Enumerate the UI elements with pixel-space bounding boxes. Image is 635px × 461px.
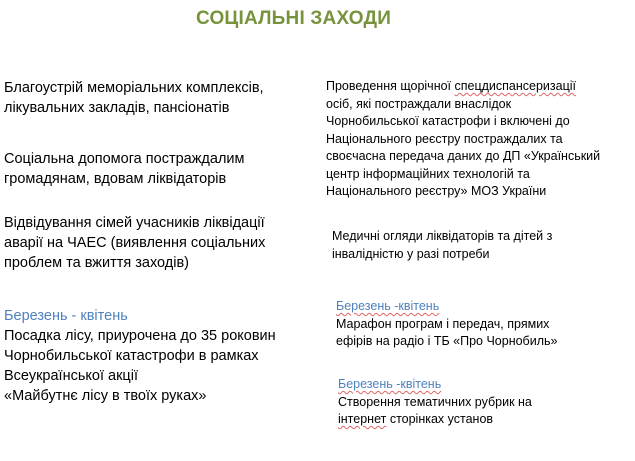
text-line: аварії на ЧАЕС (виявлення соціальних	[4, 235, 266, 251]
text-line: Чорнобильської катастрофи в рамках	[4, 348, 259, 364]
text-line: Посадка лісу, приурочена до 35 роковин	[4, 328, 276, 344]
text-line	[338, 411, 532, 429]
text-line: лікувальних закладів, пансіонатів	[4, 100, 230, 116]
right-block-medical-checkups	[332, 228, 552, 263]
text-line: громадянам, вдовам ліквідаторів	[4, 171, 227, 187]
date-label: Березень - квітень	[4, 308, 128, 324]
left-block-improvement	[4, 78, 264, 118]
text-part-spellcheck: інтернет	[338, 412, 387, 426]
text-part: Проведення щорічної	[326, 79, 455, 93]
right-block-medical-exam	[326, 78, 600, 201]
text-line: Благоустрій меморіальних комплексів,	[4, 80, 264, 96]
text-line: Створення тематичних рубрик на	[338, 394, 532, 409]
text-line: Чорнобильської катастрофи і включені до	[326, 114, 570, 128]
text-line: Національного реєстру» МОЗ України	[326, 184, 547, 198]
text-line: Соціальна допомога постраждалим	[4, 151, 245, 167]
text-line: «Майбутнє лісу в твоїх руках»	[4, 388, 207, 404]
text-line: Всеукраїнської акції	[4, 368, 138, 384]
text-line: осіб, які постраждали внаслідок	[326, 96, 512, 111]
right-block-rubrics	[338, 376, 532, 429]
left-block-tree-planting	[4, 306, 276, 406]
text-line: проблем та вжиття заходів)	[4, 255, 189, 271]
page-title: СОЦІАЛЬНІ ЗАХОДИ	[196, 8, 392, 29]
text-line: Відвідування сімей учасників ліквідації	[4, 215, 265, 231]
right-block-marathon	[336, 298, 557, 351]
text-line	[326, 78, 600, 96]
text-part-spellcheck: спецдиспансеризації	[454, 79, 577, 93]
date-label: Березень -квітень	[336, 299, 440, 313]
text-line: центр інформаційних технологій та	[326, 166, 530, 181]
left-block-social-aid	[4, 149, 244, 189]
date-label: Березень -квітень	[338, 377, 442, 391]
left-block-family-visits	[4, 213, 265, 273]
text-line: Марафон програм і передач, прямих	[336, 316, 550, 331]
text-line: ефірів на радіо і ТБ «Про Чорнобиль»	[336, 334, 558, 348]
text-line: своєчасна передача даних до ДП «Український	[326, 149, 601, 163]
text-line: Національного реєстру постраждалих та	[326, 131, 563, 146]
text-part: сторінках установ	[386, 412, 494, 426]
text-line: інвалідністю у разі потреби	[332, 246, 490, 261]
text-line: Медичні огляди ліквідаторів та дітей з	[332, 229, 553, 243]
